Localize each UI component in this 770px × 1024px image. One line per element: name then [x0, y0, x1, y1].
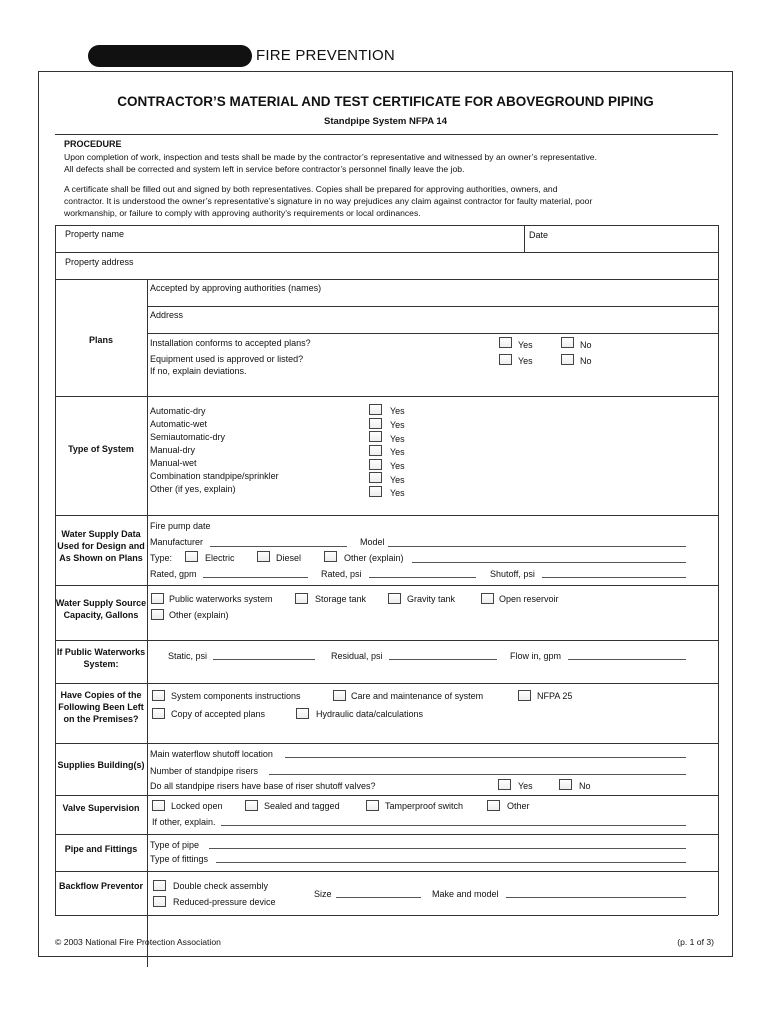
- yes-label: Yes: [390, 461, 405, 471]
- yes-label: Yes: [390, 406, 405, 416]
- divider: [55, 252, 718, 253]
- rated-psi-label: Rated, psi: [321, 569, 362, 579]
- yes-label: Yes: [390, 475, 405, 485]
- backflow-label: Backflow Preventor: [58, 881, 144, 891]
- hydraulic-checkbox[interactable]: [296, 708, 309, 719]
- storage-tank-checkbox[interactable]: [295, 593, 308, 604]
- certificate-form: [38, 71, 733, 957]
- system-option: Manual-wet: [150, 458, 197, 468]
- care-label: Care and maintenance of system: [351, 691, 484, 701]
- standpipe-risers-label: Number of standpipe risers: [150, 766, 259, 776]
- fire-pump-date-field[interactable]: Fire pump date: [150, 521, 211, 531]
- divider: [55, 279, 718, 280]
- gravity-tank-checkbox[interactable]: [388, 593, 401, 604]
- tamperproof-checkbox[interactable]: [366, 800, 379, 811]
- system-yes-checkbox[interactable]: [369, 418, 382, 429]
- valve-supervision-label: Valve Supervision: [62, 803, 140, 813]
- accepted-by-field[interactable]: Accepted by approving authorities (names): [150, 283, 322, 293]
- other-pump-checkbox[interactable]: [324, 551, 337, 562]
- other-valve-checkbox[interactable]: [487, 800, 500, 811]
- procedure-line: contractor. It is understood the owner’s representative’s signature in no way prejudices any claim against contractor for faulty material, poor: [64, 196, 593, 206]
- rated-psi-input[interactable]: [369, 577, 476, 578]
- redacted-header-block: [88, 45, 252, 67]
- gravity-tank-label: Gravity tank: [407, 594, 456, 604]
- equipment-yes-checkbox[interactable]: [499, 354, 512, 365]
- system-option: Automatic-dry: [150, 406, 206, 416]
- conforms-yes-checkbox[interactable]: [499, 337, 512, 348]
- electric-label: Electric: [205, 553, 235, 563]
- type-fittings-label: Type of fittings: [150, 854, 209, 864]
- date-field[interactable]: Date: [529, 230, 549, 240]
- manufacturer-label: Manufacturer: [150, 537, 204, 547]
- plans-label: Plans: [88, 335, 113, 345]
- other-source-checkbox[interactable]: [151, 609, 164, 620]
- divider: [524, 225, 525, 253]
- system-option: Automatic-wet: [150, 419, 208, 429]
- copyright: © 2003 National Fire Protection Association: [55, 937, 221, 947]
- divider: [55, 683, 718, 684]
- manufacturer-input[interactable]: [210, 546, 347, 547]
- divider: [718, 279, 719, 915]
- divider: [55, 834, 718, 835]
- open-reservoir-checkbox[interactable]: [481, 593, 494, 604]
- flow-gpm-input[interactable]: [568, 659, 686, 660]
- public-waterworks-label: Public waterworks system: [169, 594, 273, 604]
- yes-label: Yes: [390, 434, 405, 444]
- explain-deviations: If no, explain deviations.: [150, 366, 247, 376]
- procedure-text-2: [64, 183, 592, 219]
- static-psi-input[interactable]: [213, 659, 315, 660]
- valve-explain-label: If other, explain.: [152, 817, 216, 827]
- sealed-tagged-checkbox[interactable]: [245, 800, 258, 811]
- components-label: System components instructions: [171, 691, 301, 701]
- label-column-divider: [147, 279, 148, 967]
- system-option: Semiautomatic-dry: [150, 432, 226, 442]
- system-yes-checkbox[interactable]: [369, 486, 382, 497]
- system-option: Combination standpipe/sprinkler: [150, 471, 279, 481]
- nfpa25-label: NFPA 25: [537, 691, 573, 701]
- yes-label: Yes: [390, 488, 405, 498]
- sealed-tagged-label: Sealed and tagged: [264, 801, 340, 811]
- flow-gpm-label: Flow in, gpm: [510, 651, 562, 661]
- open-reservoir-label: Open reservoir: [499, 594, 559, 604]
- property-address-field[interactable]: Property address: [65, 257, 134, 267]
- make-model-input[interactable]: [506, 897, 686, 898]
- risers-no-checkbox[interactable]: [559, 779, 572, 790]
- divider: [55, 515, 718, 516]
- public-waterworks-section-label: If Public Waterworks System:: [56, 647, 146, 669]
- tamperproof-label: Tamperproof switch: [385, 801, 464, 811]
- locked-open-checkbox[interactable]: [152, 800, 165, 811]
- divider: [55, 134, 718, 135]
- equipment-no-checkbox[interactable]: [561, 354, 574, 365]
- accepted-plans-label: Copy of accepted plans: [171, 709, 266, 719]
- procedure-line: A certificate shall be filled out and signed by both representatives. Copies shall be prepared for approving authorities, owners, and: [64, 184, 558, 194]
- double-check-checkbox[interactable]: [153, 880, 166, 891]
- procedure-line: Upon completion of work, inspection and tests shall be made by the contractor’s representative and witnessed by an owner’s representative.: [64, 152, 597, 162]
- storage-tank-label: Storage tank: [315, 594, 367, 604]
- electric-checkbox[interactable]: [185, 551, 198, 562]
- residual-psi-input[interactable]: [389, 659, 497, 660]
- shutoff-psi-input[interactable]: [542, 577, 686, 578]
- procedure-line: All defects shall be corrected and system left in service before contractor’s personnel finally leave the job.: [64, 164, 465, 174]
- divider: [55, 795, 718, 796]
- riser-valves-question: Do all standpipe risers have base of riser shutoff valves?: [150, 781, 376, 791]
- divider: [147, 333, 718, 334]
- no-label: No: [579, 781, 591, 791]
- type-of-system-label: Type of System: [68, 444, 134, 454]
- equipment-question: Equipment used is approved or listed?: [150, 354, 304, 364]
- valve-explain-input[interactable]: [221, 825, 686, 826]
- divider: [55, 225, 718, 226]
- divider: [55, 871, 718, 872]
- reduced-pressure-checkbox[interactable]: [153, 896, 166, 907]
- rated-gpm-input[interactable]: [203, 577, 308, 578]
- system-yes-checkbox[interactable]: [369, 459, 382, 470]
- divider: [55, 743, 718, 744]
- residual-psi-label: Residual, psi: [331, 651, 383, 661]
- water-supply-source-label: Water Supply Source Capacity, Gallons: [55, 598, 147, 620]
- yes-label: Yes: [390, 420, 405, 430]
- public-waterworks-checkbox[interactable]: [151, 593, 164, 604]
- divider: [147, 306, 718, 307]
- size-label: Size: [314, 889, 332, 899]
- other-source-label: Other (explain): [169, 610, 229, 620]
- page-number: (p. 1 of 3): [677, 937, 714, 947]
- water-supply-data-label: Water Supply Data Used for Design and As Shown on Plans: [57, 529, 145, 563]
- no-label: No: [580, 356, 592, 366]
- yes-label: Yes: [518, 781, 533, 791]
- property-name-field[interactable]: Property name: [65, 229, 125, 239]
- standpipe-risers-input[interactable]: [269, 774, 686, 775]
- type-label: Type:: [150, 553, 173, 563]
- size-input[interactable]: [336, 897, 421, 898]
- shutoff-location-input[interactable]: [285, 757, 686, 758]
- reduced-pressure-label: Reduced-pressure device: [173, 897, 276, 907]
- type-pipe-label: Type of pipe: [150, 840, 200, 850]
- risers-yes-checkbox[interactable]: [498, 779, 511, 790]
- conforms-no-checkbox[interactable]: [561, 337, 574, 348]
- procedure-line: workmanship, or failure to comply with approving authority’s requirements or local ordinances.: [64, 208, 421, 218]
- plans-address-field[interactable]: Address: [150, 310, 184, 320]
- shutoff-psi-label: Shutoff, psi: [490, 569, 535, 579]
- locked-open-label: Locked open: [171, 801, 223, 811]
- nfpa25-checkbox[interactable]: [518, 690, 531, 701]
- divider: [55, 585, 718, 586]
- rated-gpm-label: Rated, gpm: [150, 569, 197, 579]
- hydraulic-label: Hydraulic data/calculations: [316, 709, 424, 719]
- no-label: No: [580, 340, 592, 350]
- model-input[interactable]: [388, 546, 686, 547]
- system-yes-checkbox[interactable]: [369, 404, 382, 415]
- header-title: FIRE PREVENTION: [256, 47, 395, 64]
- static-psi-label: Static, psi: [168, 651, 208, 661]
- care-checkbox[interactable]: [333, 690, 346, 701]
- divider: [55, 396, 718, 397]
- type-fittings-input[interactable]: [216, 862, 686, 863]
- components-checkbox[interactable]: [152, 690, 165, 701]
- form-subtitle: Standpipe System NFPA 14: [323, 116, 447, 127]
- other-valve-label: Other: [507, 801, 530, 811]
- yes-label: Yes: [518, 340, 533, 350]
- system-yes-checkbox[interactable]: [369, 472, 382, 483]
- divider: [718, 225, 719, 279]
- other-explain-label: Other (explain): [344, 553, 404, 563]
- system-yes-checkbox[interactable]: [369, 431, 382, 442]
- make-model-label: Make and model: [432, 889, 499, 899]
- system-option: Manual-dry: [150, 445, 196, 455]
- procedure-text: [64, 151, 597, 175]
- system-yes-checkbox[interactable]: [369, 445, 382, 456]
- other-explain-input[interactable]: [412, 562, 686, 563]
- form-title: CONTRACTOR’S MATERIAL AND TEST CERTIFICATE FOR ABOVEGROUND PIPING: [117, 94, 654, 109]
- model-label: Model: [360, 537, 385, 547]
- yes-label: Yes: [518, 356, 533, 366]
- copies-label: Have Copies of the Following Been Left on the Premises?: [58, 690, 144, 724]
- shutoff-location-label: Main waterflow shutoff location: [150, 749, 273, 759]
- double-check-label: Double check assembly: [173, 881, 269, 891]
- divider: [55, 279, 56, 915]
- type-pipe-input[interactable]: [209, 848, 686, 849]
- yes-label: Yes: [390, 447, 405, 457]
- divider: [55, 640, 718, 641]
- accepted-plans-checkbox[interactable]: [152, 708, 165, 719]
- supplies-label: Supplies Building(s): [57, 760, 145, 770]
- pipe-fittings-label: Pipe and Fittings: [64, 844, 138, 854]
- procedure-heading: PROCEDURE: [64, 139, 122, 149]
- system-option: Other (if yes, explain): [150, 484, 236, 494]
- diesel-checkbox[interactable]: [257, 551, 270, 562]
- divider: [55, 915, 718, 916]
- conforms-question: Installation conforms to accepted plans?: [150, 338, 311, 348]
- diesel-label: Diesel: [276, 553, 302, 563]
